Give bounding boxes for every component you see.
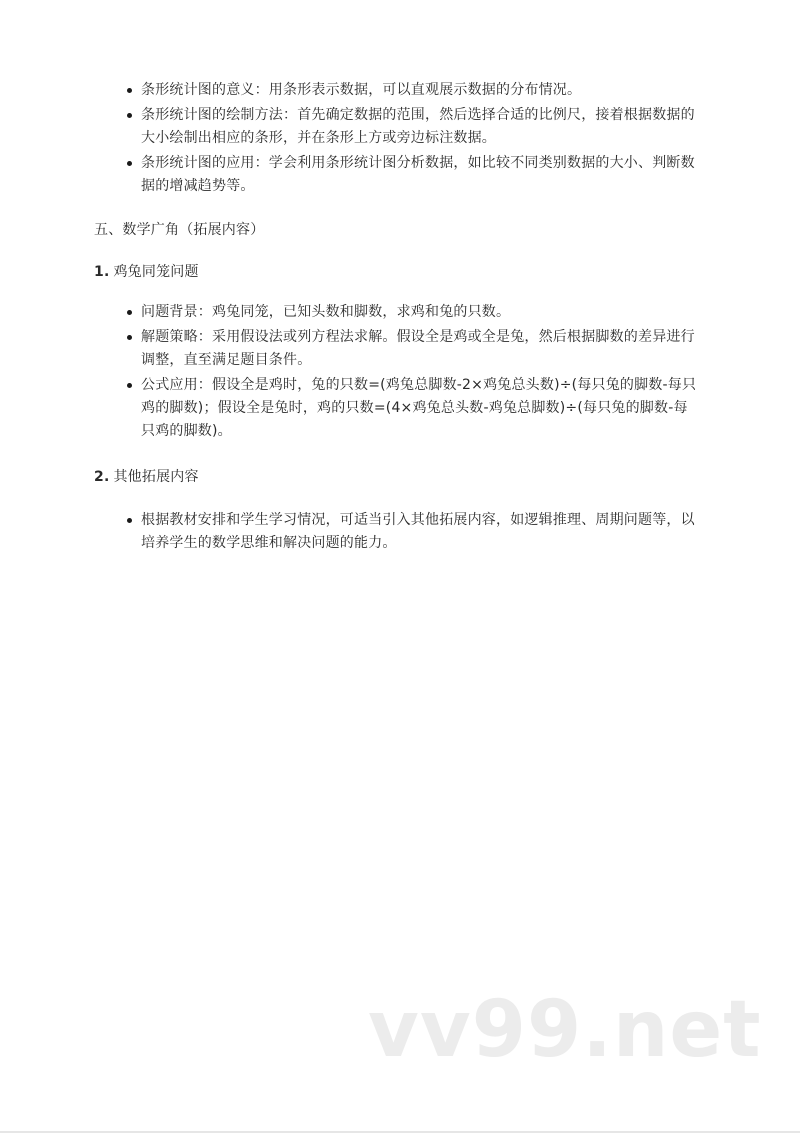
chicken-rabbit-bullets: [0, 301, 800, 445]
subsection-title: 鸡兔同笼问题: [113, 264, 199, 280]
list-item: 问题背景：鸡兔同笼，已知头数和脚数，求鸡和兔的只数。: [0, 301, 800, 324]
list-item: 条形统计图的应用：学会利用条形统计图分析数据，如比较不同类别数据的大小、判断数据的增减趋势等。: [0, 152, 800, 198]
subsection-heading-2: [94, 467, 199, 487]
list-item: 解题策略：采用假设法或列方程法求解。假设全是鸡或全是兔，然后根据脚数的差异进行调整，直至满足题目条件。: [0, 326, 800, 372]
list-item: 条形统计图的意义：用条形表示数据，可以直观展示数据的分布情况。: [0, 79, 800, 102]
subsection-number: 1.: [94, 264, 110, 280]
subsection-heading-1: [94, 262, 199, 282]
watermark: vv99.net: [368, 985, 762, 1075]
list-item: 根据教材安排和学生学习情况，可适当引入其他拓展内容，如逻辑推理、周期问题等，以培养学生的数学思维和解决问题的能力。: [0, 509, 800, 555]
section-heading: 五、数学广角（拓展内容）: [94, 222, 265, 238]
list-item: 条形统计图的绘制方法：首先确定数据的范围，然后选择合适的比例尺，接着根据数据的大小绘制出相应的条形，并在条形上方或旁边标注数据。: [0, 104, 800, 150]
subsection-number: 2.: [94, 469, 110, 485]
other-extension-bullets: [0, 509, 800, 557]
subsection-title: 其他拓展内容: [113, 469, 199, 485]
list-item: 公式应用：假设全是鸡时，兔的只数=(鸡兔总脚数-2×鸡兔总头数)÷(每只兔的脚数-每只鸡的脚数)；假设全是兔时，鸡的只数=(4×鸡兔总头数-鸡兔总脚数)÷(每只兔的脚数-每只鸡的脚数)。: [0, 374, 800, 443]
bar-chart-bullets: [0, 79, 800, 200]
page-bottom-divider: [0, 1131, 800, 1133]
